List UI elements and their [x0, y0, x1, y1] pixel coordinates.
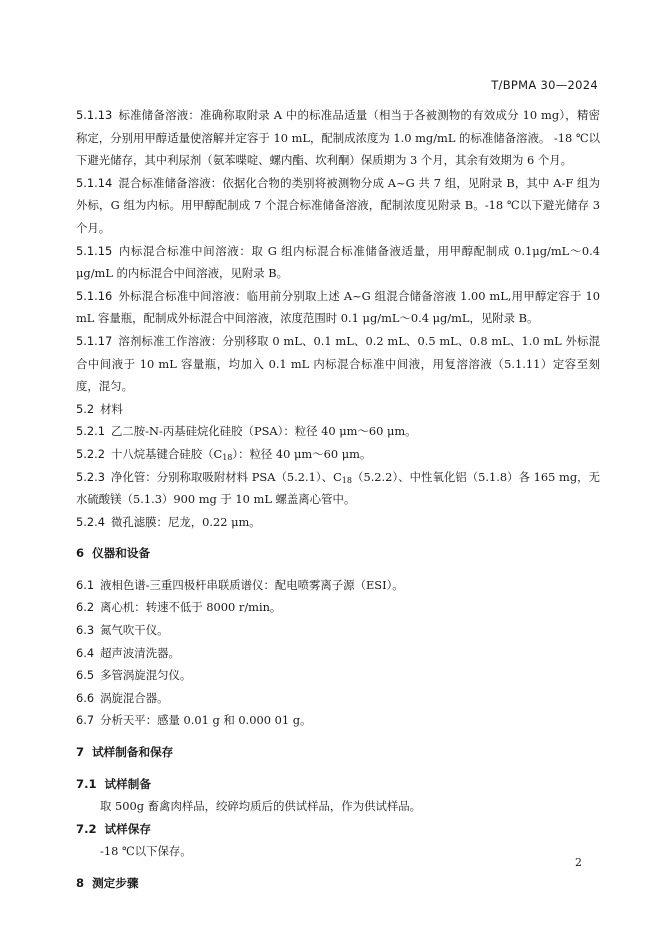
clause-number: 5.2.3: [76, 469, 105, 484]
clause-5-1-16: [76, 285, 600, 330]
clause-number: 6.6: [76, 690, 95, 705]
clause-text-cont: （5.2.2）、中性氧化铝（5.1.8）各 165 mg，无水硫酸镁（5.1.3）900 mg 于 10 mL 螺盖离心管中。: [76, 469, 600, 507]
clause-text: 微孔滤膜：尼龙，0.22 μm。: [110, 514, 261, 529]
clause-number: 6.2: [76, 600, 95, 615]
clause-6-1: [76, 574, 600, 597]
clause-6-3: [76, 619, 600, 642]
clause-number: 6.7: [76, 713, 95, 728]
clause-text: 十八烷基键合硅胶（C: [110, 446, 223, 461]
clause-number: 6.4: [76, 645, 95, 660]
standard-code: T/BPMA 30—2024: [491, 78, 598, 92]
clause-5-2-2: [76, 443, 600, 466]
clause-number: 5.1.14: [76, 175, 113, 190]
subscript: 18: [222, 452, 233, 462]
subscript: 18: [341, 475, 352, 485]
clause-text: 乙二胺-N-丙基硅烷化硅胶（PSA）：粒径 40 μm～60 μm。: [110, 424, 417, 439]
clause-6-2: [76, 596, 600, 619]
section-title: 仪器和设备: [92, 546, 151, 561]
clause-5-2-1: [76, 420, 600, 443]
clause-number: 6.3: [76, 623, 95, 638]
clause-6-5: [76, 664, 600, 687]
clause-text: 溶剂标准工作溶液：分别移取 0 mL、0.1 mL、0.2 mL、0.5 mL、0.8 mL、1.0 mL 外标混合中间液于 10 mL 容量瓶，均加入 0.1 mL 内标混合标准中间液，用复溶溶液（5.1.11）定容至刻度，混匀。: [76, 333, 600, 394]
clause-text-cont: ）：粒径 40 μm～60 μm。: [232, 446, 372, 461]
clause-number: 5.1.13: [76, 108, 113, 122]
page-number: 2: [575, 856, 582, 869]
clause-text: 离心机：转速不低于 8000 r/min。: [100, 600, 282, 615]
clause-number: 5.2.4: [76, 514, 105, 529]
subsection-7-1-text: 取 500g 畜禽肉样品，绞碎均质后的供试样品，作为供试样品。: [100, 799, 422, 814]
section-8-heading: [76, 872, 600, 895]
clause-6-4: [76, 642, 600, 665]
clause-5-2-3: [76, 466, 600, 511]
subsection-7-1-heading: [76, 773, 600, 796]
clause-number: 6.5: [76, 668, 95, 683]
section-number: 7: [76, 745, 85, 760]
clause-number: 5.2: [76, 401, 95, 416]
clause-number: 5.2.1: [76, 424, 105, 439]
clause-5-1-13: [76, 104, 600, 172]
document-body: [76, 104, 600, 895]
clause-number: 5.1.16: [76, 288, 113, 303]
clause-number: 6.1: [76, 577, 95, 592]
clause-text: 氮气吹干仪。: [100, 623, 169, 638]
section-title: 测定步骤: [92, 876, 139, 890]
clause-text: 外标混合标准中间溶液：临用前分别取上述 A~G 组混合储备溶液 1.00 mL,用甲醇定容于 10 mL 容量瓶，配制成外标混合中间溶液，浓度范围时 0.1 μg/mL～0.4 μg/mL，见附录 B。: [76, 288, 600, 326]
clause-5-1-14: [76, 172, 600, 240]
clause-number: 5.2.2: [76, 446, 105, 461]
subsection-7-2-heading: [76, 818, 600, 841]
clause-text: 内标混合标准中间溶液：取 G 组内标混合标准储备液适量，用甲醇配制成 0.1μg/mL～0.4 μg/mL 的内标混合中间溶液，见附录 B。: [76, 243, 600, 281]
subsection-7-2-text: -18 ℃以下保存。: [100, 844, 192, 859]
clause-text: 多管涡旋混匀仪。: [100, 668, 192, 683]
subsection-title: 试样制备: [104, 776, 151, 791]
clause-text: 超声波清洗器。: [100, 645, 180, 660]
clause-5-2: [76, 398, 600, 421]
clause-text: 混合标准储备溶液：依据化合物的类别将被测物分成 A~G 共 7 组，见附录 B，其中 A-F 组为外标，G 组为内标。用甲醇配制成 7 个混合标准储备溶液，配制浓度见附录 B。-18 ℃以下避光储存 3 个月。: [76, 175, 600, 235]
clause-text: 标准储备溶液：准确称取附录 A 中的标准品适量（相当于各被测物的有效成分 10 mg），精密称定，分别用甲醇适量使溶解并定容于 10 mL，配制成浓度为 1.0 mg/mL 的标准储备溶液。 -18 ℃以下避光储存，其中利尿剂（氨苯喋啶、螺内酯、坎利酮）保质期为 3 个月，其余有效期为 6 个月。: [76, 108, 600, 168]
section-number: 8: [76, 876, 85, 890]
clause-number: 5.1.15: [76, 243, 113, 258]
section-number: 6: [76, 546, 85, 561]
subsection-title: 试样保存: [104, 821, 151, 836]
subsection-number: 7.2: [76, 821, 97, 836]
clause-text: 材料: [100, 401, 123, 416]
section-7-heading: [76, 741, 600, 764]
section-6-heading: [76, 542, 600, 565]
clause-5-2-4: [76, 511, 600, 534]
clause-number: 5.1.17: [76, 333, 113, 348]
clause-5-1-15: [76, 240, 600, 285]
clause-5-1-17: [76, 330, 600, 398]
subsection-number: 7.1: [76, 776, 97, 791]
clause-text: 分析天平：感量 0.01 g 和 0.000 01 g。: [100, 713, 312, 728]
section-title: 试样制备和保存: [92, 745, 174, 760]
clause-text: 涡旋混合器。: [100, 690, 169, 705]
clause-text: 净化管：分别称取吸附材料 PSA（5.2.1）、C: [110, 469, 342, 484]
clause-text: 液相色谱-三重四极杆串联质谱仪：配电喷雾离子源（ESI）。: [100, 577, 404, 592]
clause-6-6: [76, 687, 600, 710]
clause-6-7: [76, 709, 600, 732]
